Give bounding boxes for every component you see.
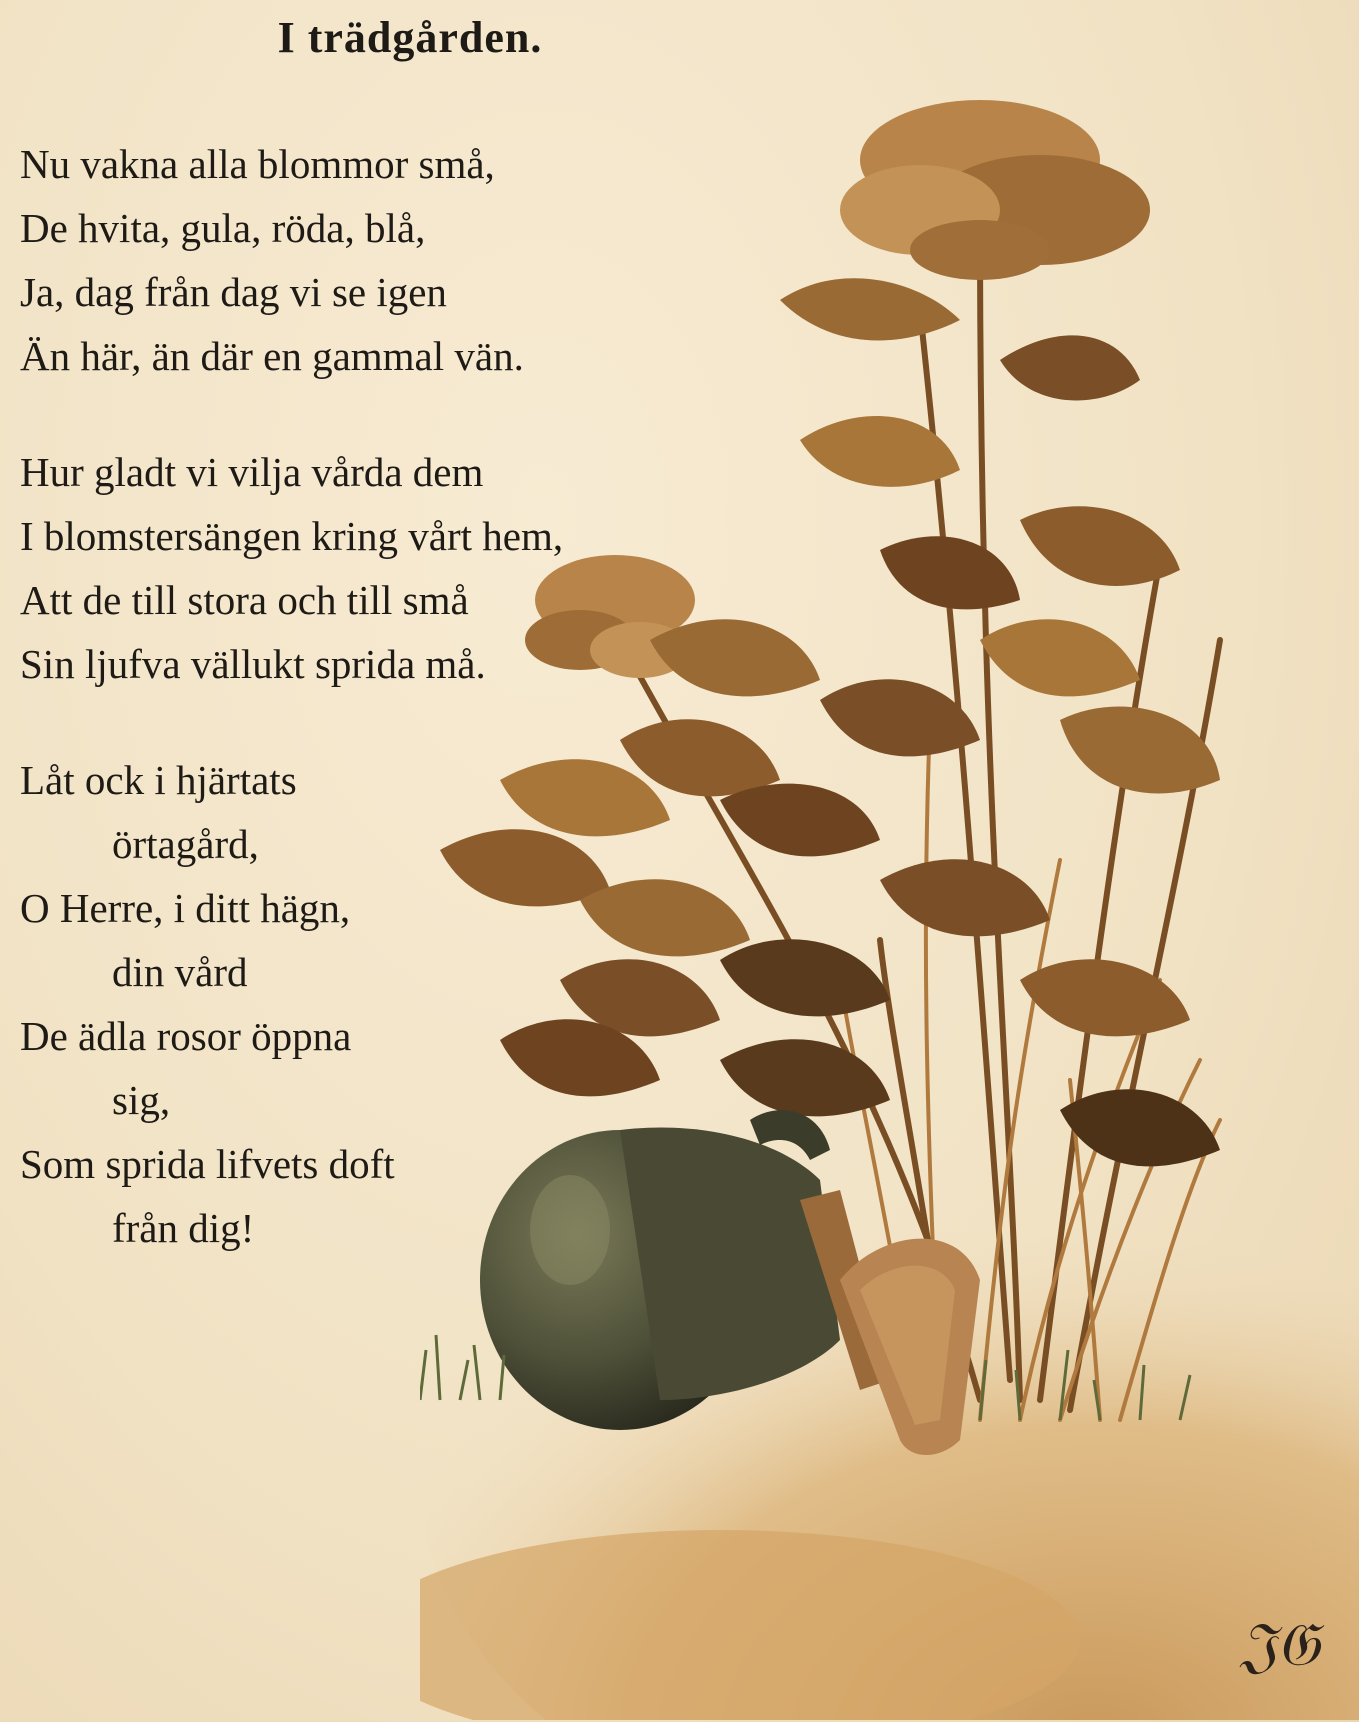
leaf [580,879,750,956]
leaf [720,939,890,1016]
leaves [420,278,1220,1227]
leaf [780,278,960,340]
flower-cluster [840,100,1150,280]
poem-line: från dig! [112,1205,255,1251]
artist-monogram: 𝔍𝔊 [1240,1610,1320,1680]
poem-line: I blomstersängen kring vårt hem, [20,513,564,559]
leaf [880,536,1020,609]
poem-line: din vård [112,949,248,995]
poem-line: Låt ock i hjärtats [20,757,297,803]
leaf [980,619,1140,696]
leaf [1020,506,1180,586]
poem-line: Än här, än där en gammal vän. [20,333,524,379]
leaf [440,829,610,906]
poem-line: De ädla rosor öppna [20,1013,352,1059]
leaf [1020,959,1190,1036]
leaf [720,1039,890,1116]
poem-line: Som sprida lifvets doft [20,1141,395,1187]
poem-line: De hvita, gula, röda, blå, [20,205,426,251]
leaf [800,416,960,487]
poem-line: Ja, dag från dag vi se igen [20,269,447,315]
poem-line: O Herre, i ditt hägn, [20,885,351,931]
leaf [1060,707,1220,794]
page-title: I trädgården. [277,13,543,62]
poem-line: örtagård, [112,821,259,867]
poem-line: Sin ljufva vällukt sprida må. [20,641,486,687]
leaf [650,619,820,696]
poem-line: Att de till stora och till små [20,577,469,623]
leaf [880,859,1050,936]
leaf [1000,335,1140,400]
garden-illustration [420,80,1359,1720]
poem-line: Nu vakna alla blommor små, [20,141,495,187]
poem-line: sig, [112,1077,171,1123]
poem-line: Hur gladt vi vilja vårda dem [20,449,484,495]
leaf [720,784,880,857]
